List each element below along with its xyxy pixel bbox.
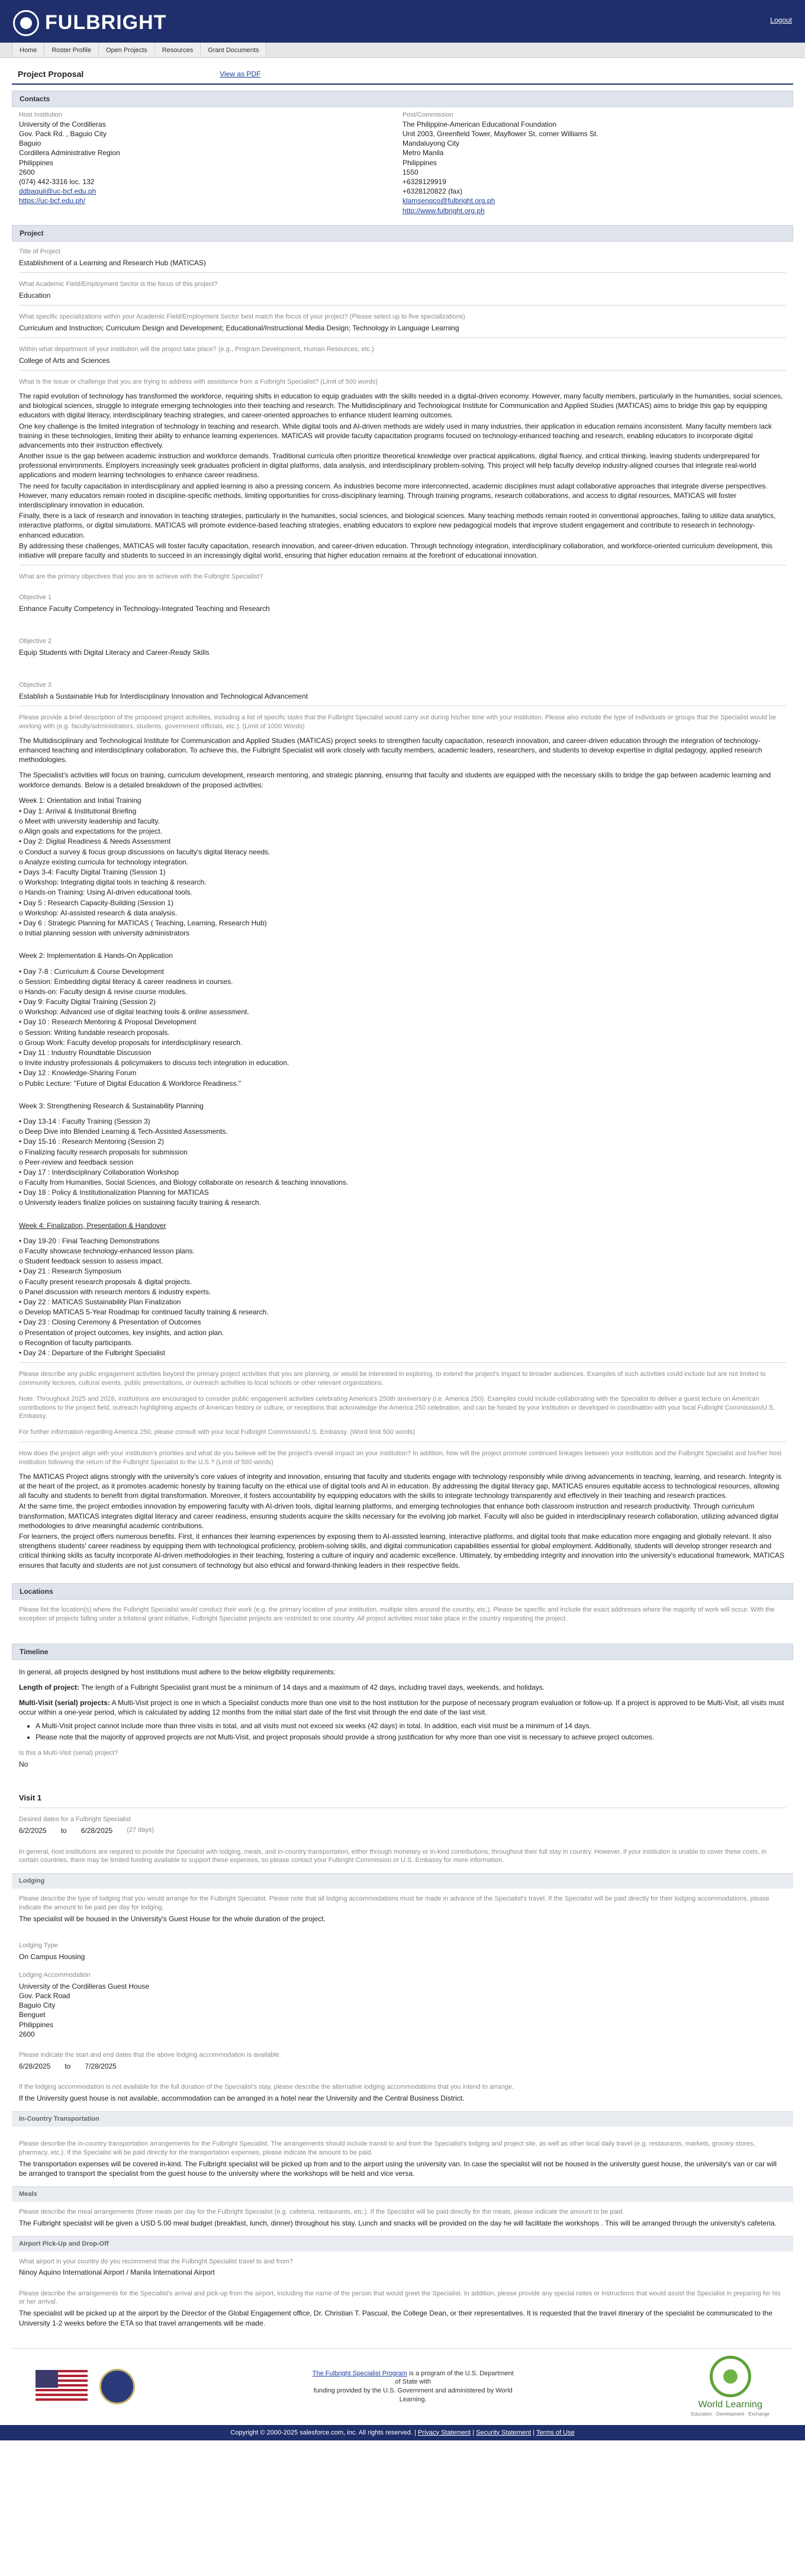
plan-line: o Presentation of project outcomes, key insights, and action plan. bbox=[19, 1328, 224, 1337]
question-label: Please describe any public engagement activities beyond the primary project activities that you are planning, or would be interested in exploring, to extend the project's impact to broader audiences. Examples of such activities could include but are not limited to community lectures, cultural events, public presentations, or outreach activities to local schools or other relevant organizations. bbox=[19, 1371, 766, 1387]
pickup-answer: The specialist will be picked up at the airport by the Director of the Global Engagement office, Dr. Christian T. Pascual, the College Dean, or their representatives. It is requested that the travel itinerary of the specialist be communicated to the University 1-2 weeks before the ETA so that travel arrangements will be made. bbox=[19, 2309, 772, 2327]
question-label: Desired dates for a Fulbright Specialist bbox=[19, 1816, 131, 1824]
visit-title: Visit 1 bbox=[19, 1793, 42, 1802]
host-line: (074) 442-3316 loc. 132 bbox=[19, 178, 95, 186]
paragraph: The Multidisciplinary and Technological Institute for Communication and Applied Studies (MATICAS) project seeks to strengthen faculty capacitation, research innovation, and career-driven education through the integration of technology-enhanced teaching and interdisciplinary collaboration. To achieve this, the Fulbright Specialist will work closely with faculty members, academic leaders, researchers, and students to develop expertise in digital pedagogy, applied research methodologies. bbox=[19, 736, 762, 764]
accommodation-line: Baguio City bbox=[19, 2001, 56, 2010]
plan-line: o Workshop: Advanced use of digital teaching tools & online assessment. bbox=[19, 1008, 249, 1017]
question-label: Within what department of your institution will the project take place? (e.g., Program Development, Human Resources, etc.) bbox=[19, 346, 374, 353]
plan-line: o Session: Writing fundable research proposals. bbox=[19, 1028, 170, 1037]
plan-line: • Day 17 : Interdisciplinary Collaboration Workshop bbox=[19, 1168, 179, 1176]
host-label: Host Institution bbox=[19, 111, 62, 119]
plan-line: • Day 7-8 : Curriculum & Course Development bbox=[19, 967, 164, 976]
lodging-section-header: Lodging bbox=[12, 1873, 793, 1889]
transport-answer: The transportation expenses will be covered in-kind. The Fulbright specialist will be picked up from and to the airport using the university van. In case the specialist will not be housed in the university guest house, the university's van or car will be arranged to transport the specialist from the guest house to the university where the workshops will be held and vice versa. bbox=[19, 2159, 777, 2178]
objective-text: Establish a Sustainable Hub for Interdisciplinary Innovation and Technological Advancement bbox=[19, 692, 308, 700]
separator: | bbox=[533, 2429, 535, 2436]
visit-end-date: 6/28/2025 bbox=[80, 1826, 113, 1835]
timeline-section-header: Timeline bbox=[12, 1644, 793, 1660]
view-pdf-link[interactable]: View as PDF bbox=[220, 70, 261, 79]
plan-line: o Workshop: Integrating digital tools in teaching & research. bbox=[19, 878, 207, 887]
america250-note: Note: Throughout 2025 and 2026, institutions are encouraged to consider public engagement activities celebrating America's 250th anniversary (i.e. America 250). Examples could include collaborating with the Specialist to deliver a guest lecture on American contributions to the project field, outreach highlighting aspects of American history or culture, or receptions that acknowledge the America 250 celebration, and can be hosted by your institution or developed in coordination with your local Fulbright Commission/U.S. Embassy. bbox=[19, 1395, 775, 1420]
plan-line: • Day 23 : Closing Ceremony & Presentation of Outcomes bbox=[19, 1318, 201, 1327]
world-learning-logo bbox=[691, 2356, 769, 2417]
page-title: Project Proposal bbox=[18, 69, 84, 79]
copyright-bar bbox=[0, 2425, 805, 2440]
multi-visit-label: Multi-Visit (serial) projects: bbox=[19, 1699, 110, 1707]
week-block bbox=[19, 1101, 786, 1208]
paragraph: The rapid evolution of technology has transformed the workforce, requiring shifts in education to equip graduates with the skills needed in a digital-driven economy. However, many faculty members, particularly in the humanities, social sciences, and biological sciences, struggle to integrate emerging technologies into their teaching and research. The Multidisciplinary and Technological Institute for Communication and Applied Studies (MATICAS) aims to bridge this gap by equipping educators with digital literacy, interdisciplinary teaching strategies, and career-oriented approaches to enhance student learning outcomes. bbox=[19, 391, 783, 420]
timeline-general: In general, all projects designed by host institutions must adhere to the below eligibility requirements: bbox=[19, 1667, 336, 1676]
paragraph: At the same time, the project embodies innovation by empowering faculty with AI-driven tools, digital learning platforms, and emerging technologies that enhance both classroom instruction and research productivity. Through curriculum transformation, MATICAS integrates digital literacy and career readiness, ensuring students acquire the skills necessary for the evolving job market. Faculty will also be guided in interdisciplinary research collaboration, utilizing advanced digital methodologies to drive meaningful academic contributions. bbox=[19, 1502, 779, 1530]
lodging-start-date: 6/28/2025 bbox=[19, 2062, 51, 2070]
plan-line: • Day 15-16 : Research Mentoring (Session 2) bbox=[19, 1137, 164, 1146]
accommodation-line: Gov. Pack Road bbox=[19, 1991, 70, 2000]
field-value: Education bbox=[19, 291, 51, 300]
copyright-text: Copyright © 2000-2025 salesforce.com, inc. All rights reserved. bbox=[230, 2429, 413, 2436]
objective-label: Objective 2 bbox=[19, 638, 52, 645]
plan-line: o Group Work: Faculty develop proposals for interdisciplinary research. bbox=[19, 1038, 243, 1047]
multi-visit-rule bbox=[19, 1698, 786, 1717]
host-website-link[interactable]: https://uc-bcf.edu.ph/ bbox=[19, 197, 86, 205]
host-line: University of the Cordilleras bbox=[19, 120, 106, 128]
week-block bbox=[19, 1221, 786, 1358]
plan-line: o Peer-review and feedback session bbox=[19, 1157, 134, 1166]
objective-text: Enhance Faculty Competency in Technology-Integrated Teaching and Research bbox=[19, 604, 270, 613]
plan-line: o Faculty from Humanities, Social Sciences, and Biology collaborate on research & teaching innovations. bbox=[19, 1178, 349, 1187]
contacts-section-header: Contacts bbox=[12, 91, 793, 107]
footer-text bbox=[313, 2369, 514, 2404]
meals-body bbox=[12, 2202, 793, 2230]
paragraph: For learners, the project offers numerous benefits. First, it enhances their learning experiences by exposing them to AI-assisted learning, interactive platforms, and digital tools that make education more engaging and globally relevant. It also strengthens students' career readiness by equipping them with technological proficiency, problem-solving skills, and digital communication capabilities essential for global employment. Additionally, students will develop stronger research and critical thinking skills as faculty incorporate AI-driven methodologies in their teaching, fostering a culture of inquiry and academic excellence. Ultimately, by embedding integrity and innovation into the university's educational framework, MATICAS ensures that faculty and students are not just consumers of technology but also ethical and forward-thinking leaders in their respective fields. bbox=[19, 1532, 785, 1570]
plan-line: o Analyze existing curricula for technology integration. bbox=[19, 857, 189, 866]
timeline-body bbox=[12, 1660, 793, 1771]
footer-text-line: is a program of the U.S. Department of State with bbox=[395, 2369, 514, 2386]
length-rule bbox=[19, 1683, 786, 1692]
transport-section-header: In-Country Transportation bbox=[12, 2111, 793, 2127]
question-label: Please provide a brief description of the proposed project activities, including a list of specific tasks that the Fulbright Specialist would carry out during his/her time with your institution. Please also include the type of individuals or groups that the Specialist would be working with (e.g. faculty/administrators, students, government officials, etc.). (Limit of 1000 Words) bbox=[19, 714, 777, 730]
plan-line: • Day 12 : Knowledge-Sharing Forum bbox=[19, 1069, 137, 1078]
airport-section-header: Airport Pick-Up and Drop-Off bbox=[12, 2236, 793, 2252]
question-label: What airport in your country do you recommend that the Fulbright Specialist travel to and from? bbox=[19, 2257, 293, 2265]
plan-line: • Day 13-14 : Faculty Training (Session 3) bbox=[19, 1117, 150, 1125]
visit-block bbox=[12, 1789, 793, 1867]
alt-lodging-answer: If the University guest house is not available, accommodation can be arranged in a hotel near the University and the Central Business District. bbox=[19, 2093, 465, 2102]
multi-visit-list bbox=[36, 1721, 786, 1742]
plan-line: • Days 3-4: Faculty Digital Training (Session 1) bbox=[19, 868, 166, 877]
divider bbox=[19, 370, 786, 371]
plan-line: • Day 21 : Research Symposium bbox=[19, 1267, 121, 1276]
plan-line: o Faculty showcase technology-enhanced lesson plans. bbox=[19, 1247, 195, 1256]
lodging-dates bbox=[19, 2062, 786, 2071]
project-section-header: Project bbox=[12, 225, 793, 242]
locations-body bbox=[12, 1600, 793, 1626]
us-flag-icon bbox=[36, 2370, 88, 2403]
plan-line: o Conduct a survey & focus group discussions on faculty's digital literacy needs. bbox=[19, 847, 271, 856]
divider bbox=[19, 272, 786, 273]
plan-line: o Deep Dive into Blended Learning & Tech-Assisted Assessments. bbox=[19, 1127, 228, 1136]
post-email-link[interactable]: klamsengco@fulbright.org.ph bbox=[402, 197, 495, 205]
host-institution bbox=[19, 111, 402, 216]
host-line: Philippines bbox=[19, 158, 54, 167]
privacy-statement-link[interactable]: Privacy Statement bbox=[417, 2429, 471, 2436]
footer bbox=[12, 2348, 793, 2425]
project-title-value: Establishment of a Learning and Research Hub (MATICAS) bbox=[19, 258, 206, 267]
activities-answer bbox=[19, 736, 786, 1358]
plan-line: o Meet with university leadership and faculty. bbox=[19, 817, 160, 826]
site-header bbox=[0, 0, 805, 43]
logo-text: FULBRIGHT bbox=[45, 11, 167, 34]
paragraph: The need for faculty capacitation in interdisciplinary and applied learning is also a pressing concern. As industries become more interconnected, academic disciplines must adapt collaborative approaches that integrate diverse perspectives. However, many educators remain rooted in discipline-specific methods, limiting opportunities for cross-disciplinary learning. Through training programs, research collaborations, and access to digital resources, MATICAS will foster interdisciplinary innovation in education. bbox=[19, 481, 768, 510]
plan-line: • Day 19-20 : Final Teaching Demonstrations bbox=[19, 1236, 160, 1245]
plan-line: o Panel discussion with research mentors & industry experts. bbox=[19, 1287, 211, 1296]
to-label: to bbox=[60, 1826, 67, 1835]
paragraph: The Specialist's activities will focus on training, curriculum development, research mentoring, and strategic planning, ensuring that faculty and students are equipped with the necessary skills to bridge the gap between academic learning and workforce demands. Below is a detailed breakdown of the proposed activities: bbox=[19, 771, 771, 789]
list-item: • Please note that the majority of approved projects are not Multi-Visit, and project proposals should provide a strong justification for why more than one visit is necessary to achieve project outcomes. bbox=[36, 1732, 786, 1742]
plan-line: o Initial planning session with university administrators bbox=[19, 929, 190, 938]
tab-roster-profile[interactable]: Roster Profile bbox=[44, 43, 99, 57]
plan-line: • Day 10 : Research Mentoring & Proposal Development bbox=[19, 1018, 197, 1027]
visit-dates bbox=[19, 1826, 786, 1835]
tab-open-projects[interactable]: Open Projects bbox=[99, 43, 155, 57]
paragraph: By addressing these challenges, MATICAS will foster faculty capacitation, research innovation, and career-driven education. Through technology integration, interdisciplinary collaboration, and workforce-oriented curriculum development, this initiative will prepare faculty and students to succeed in an increasingly digital world, ensuring that higher education remains at the forefront of educational innovation. bbox=[19, 541, 772, 559]
question-label: Title of Project bbox=[19, 247, 60, 255]
multi-visit-text: A Multi-Visit project is one in which a Specialist conducts more than one visit to the host institution for the purpose of necessary program evaluation or follow-up. If a project is approved to be Multi-Visit, all visits must occur within a one-year period, which is calculated by adding 12 months from the initial start date of the first visit through the end date of the last visit. bbox=[19, 1699, 784, 1717]
separator: | bbox=[472, 2429, 475, 2436]
airport-body bbox=[12, 2252, 793, 2330]
post-line: Metro Manila bbox=[402, 149, 444, 157]
plan-line: o Hands-on Training: Using AI-driven educational tools. bbox=[19, 888, 192, 897]
post-line: +6328120822 (fax) bbox=[402, 187, 463, 196]
plan-line: o Session: Embedding digital literacy & career readiness in courses. bbox=[19, 977, 233, 986]
paragraph: The MATICAS Project aligns strongly with the university's core values of integrity and innovation, ensuring that faculty and students engage with technology responsibly while driving advancements in teaching, learning, and research. Integrity is at the heart of the project, as it promotes academic honesty by training faculty on the ethical use of digital tools and AI in education. By addressing the digital literacy gap, MATICAS ensures equitable access to technological resources, allowing all faculty and students to benefit from digital transformation. Moreover, it fosters accountability by equipping educators with the skills to integrate technology transparently and effectively in their teaching and research practices. bbox=[19, 1472, 782, 1500]
state-department-seal-icon bbox=[99, 2369, 135, 2404]
plan-line: • Day 22 : MATICAS Sustainability Plan Finalization bbox=[19, 1297, 181, 1306]
post-website-link[interactable]: http://www.fulbright.org.ph bbox=[402, 206, 485, 215]
main-nav bbox=[0, 43, 805, 58]
question-label: Lodging Type bbox=[19, 1941, 58, 1949]
objective-label: Objective 1 bbox=[19, 593, 52, 601]
plan-line: • Day 24 : Departure of the Fulbright Specialist bbox=[19, 1348, 165, 1357]
host-line: 2600 bbox=[19, 168, 35, 176]
week-title: Week 4: Finalization, Presentation & Handover bbox=[19, 1221, 166, 1230]
paragraph: Finally, there is a lack of research and innovation in teaching strategies, particularly in the humanities, social sciences, and biological sciences. Many teaching methods remain rooted in conventional approaches, failing to utilize data analytics, interactive platforms, or digital simulations. MATICAS will promote evidence-based teaching strategies, enabling educators to explore new pedagogical models that improve student engagement and contribute to research in technology-enhanced education. bbox=[19, 512, 776, 539]
question-label: Please describe the meal arrangements (three meals per day for the Fulbright Specialist (e.g. cafeteria, restaurants, etc.). If the Specialist will be paid directly for the meals, please indicate the amount to be paid. bbox=[19, 2208, 624, 2215]
airport-answer: Ninoy Aquino International Airport / Manila International Airport bbox=[19, 2268, 215, 2277]
question-label: Please describe the type of lodging that you would arrange for the Fulbright Specialist. Please note that all lodging accommodations must be made in advance of the Specialist's travel. If the Specialist will be paid directly for their lodging accommodations, please indicate the amount to be paid per day for lodging. bbox=[19, 1895, 769, 1911]
post-line: Unit 2003, Greenfield Tower, Mayflower St. corner Williams St. bbox=[402, 130, 598, 139]
host-line: Baguio bbox=[19, 139, 41, 148]
host-line: Cordillera Administrative Region bbox=[19, 149, 120, 157]
meals-answer: The Fulbright specialist will be given a USD 5.00 meal budget (breakfast, lunch, dinner) throughout his stay. Lunch and snacks will be provided on the day he will facilitate the workshops . This will be arranged through the university's cafeteria. bbox=[19, 2218, 777, 2227]
objective-text: Equip Students with Digital Literacy and Career-Ready Skills bbox=[19, 648, 210, 657]
plan-line: o Public Lecture: "Future of Digital Education & Workforce Readiness." bbox=[19, 1079, 242, 1088]
lodging-end-date: 7/28/2025 bbox=[85, 2062, 117, 2070]
plan-line: o University leaders finalize policies on sustaining faculty training & research. bbox=[19, 1198, 261, 1207]
question-label: What is the issue or challenge that you are trying to address with assistance from a Fulbright Specialist? (Limit of 500 words) bbox=[19, 378, 378, 386]
visit-start-date: 6/2/2025 bbox=[19, 1826, 47, 1835]
week-block bbox=[19, 796, 786, 938]
world-learning-tagline: Education · Development · Exchange bbox=[691, 2411, 769, 2417]
america250-info: For further information regarding America 250, please consult with your local Fulbright Commission/U.S. Embassy. (Word limit 500 words) bbox=[19, 1429, 416, 1436]
locations-section-header: Locations bbox=[12, 1583, 793, 1600]
title-bar bbox=[12, 64, 793, 85]
question-label: If the lodging accommodation is not available for the full duration of the Specialist's stay, please describe the alternative lodging accommodations that you intend to arrange. bbox=[19, 2083, 514, 2091]
divider bbox=[19, 337, 786, 338]
lodging-answer: The specialist will be housed in the University's Guest House for the whole duration of the project. bbox=[19, 1914, 326, 1923]
contacts-block bbox=[12, 107, 793, 219]
tab-resources[interactable]: Resources bbox=[155, 43, 201, 57]
plan-line: o Recognition of faculty participants. bbox=[19, 1338, 133, 1347]
post-line: 1550 bbox=[402, 168, 418, 176]
post-line: Philippines bbox=[402, 158, 437, 167]
to-label: to bbox=[65, 2062, 71, 2070]
footer-logos bbox=[36, 2369, 135, 2404]
plan-line: o Hands-on: Faculty design & revise course modules. bbox=[19, 987, 188, 996]
objective-label: Objective 3 bbox=[19, 681, 52, 689]
length-label: Length of project: bbox=[19, 1683, 79, 1691]
accommodation-line: Philippines bbox=[19, 2020, 54, 2029]
serial-value: No bbox=[19, 1760, 28, 1768]
plan-line: o Align goals and expectations for the project. bbox=[19, 827, 163, 836]
separator: | bbox=[414, 2429, 416, 2436]
question-label: Please list the location(s) where the Fulbright Specialist would conduct their work (e.g. the primary location of your institution, multiple sites around the country, etc.). Please be specific and include the exact addresses where the majority of work will occur. With the exception of projects falling under a trilateral grant initiative, Fulbright Specialist projects are restricted to one country. All project activities must take place in the country requesting the project. bbox=[19, 1606, 775, 1622]
plan-line: • Day 9: Faculty Digital Training (Session 2) bbox=[19, 998, 156, 1006]
department-value: College of Arts and Sciences bbox=[19, 356, 110, 365]
world-learning-name: World Learning bbox=[698, 2400, 762, 2410]
plan-line: • Day 5 : Research Capacity-Building (Session 1) bbox=[19, 898, 173, 907]
benefit-answer bbox=[19, 1472, 786, 1570]
question-label: Please describe the arrangements for the Specialist's arrival and pick-up from the airport, including the name of the person that would greet the Specialist. In addition, please provide any special notes or instructions that would assist the Specialist in preparing for his or her arrival. bbox=[19, 2289, 781, 2306]
post-line: Mandaluyong City bbox=[402, 139, 460, 148]
meals-section-header: Meals bbox=[12, 2186, 793, 2202]
paragraph: Another issue is the gap between academic instruction and workforce demands. Traditional curricula often prioritize theoretical knowledge over practical applications, digital fluency, and critical thinking, leaving students underprepared for professional environments. Employers increasingly seek graduates proficient in digital platforms, data analysis, and interdisciplinary problem-solving. This project will help faculty develop industry-aligned courses that integrate real-world applications and modern learning technologies to enhance career readiness. bbox=[19, 452, 760, 480]
divider bbox=[19, 1362, 786, 1363]
week-title: Week 3: Strengthening Research & Sustainability Planning bbox=[19, 1101, 204, 1110]
fulbright-logo[interactable] bbox=[13, 9, 166, 37]
plan-line: • Day 2: Digital Readiness & Needs Assessment bbox=[19, 837, 171, 846]
question-label: Please indicate the start and end dates that the above lodging accommodation is available. bbox=[19, 2051, 281, 2059]
plan-line: • Day 11 : Industry Roundtable Discussion bbox=[19, 1049, 152, 1057]
issue-answer bbox=[19, 391, 786, 560]
plan-line: • Day 6 : Strategic Planning for MATICAS ( Teaching, Learning, Research Hub) bbox=[19, 918, 267, 927]
plan-line: o Invite industry professionals & policymakers to discuss tech integration in education. bbox=[19, 1059, 289, 1067]
tab-home[interactable]: Home bbox=[12, 43, 44, 57]
specializations-value: Curriculum and Instruction; Curriculum Design and Development; Educational/Instructional Media Design; Technology in Language Learning bbox=[19, 323, 459, 332]
terms-of-use-link[interactable]: Terms of Use bbox=[536, 2429, 575, 2436]
question-label: Please describe the in-country transportation arrangements for the Fulbright Specialist. The arrangements should include transit to and from the Specialist's lodging and project site, as well as other local daily travel (e.g. restaurants, markets, grocery stores, pharmacy, etc.). If the Specialist will be paid directly for the transportation expenses, please indicate the amount to be paid. bbox=[19, 2140, 755, 2156]
plan-line: o Faculty present research proposals & digital projects. bbox=[19, 1277, 192, 1286]
question-label: Is this a Multi-Visit (serial) project? bbox=[19, 1749, 118, 1757]
logout-link[interactable]: Logout bbox=[770, 16, 792, 24]
question-label: What specific specializations within your Academic Field/Employment Sector best match the focus of your project? (Please select up to five specializations) bbox=[19, 313, 465, 321]
question-label: What Academic Field/Employment Sector is the focus of this project? bbox=[19, 281, 218, 288]
cost-note: In general, host institutions are required to provide the Specialist with lodging, meals, and in-country transportation, either through monetary or in-kind contributions, throughout their full stay in country. However, if your institution is unable to cover these costs, in certain countries, there may be limited funding available to support these expenses, so please contact your Fulbright Commission or U.S. Embassy for more information. bbox=[19, 1848, 767, 1864]
footer-text-line: funding provided by the U.S. Government and administered by World Learning. bbox=[313, 2387, 513, 2404]
plan-line: o Workshop: AI-assisted research & data analysis. bbox=[19, 908, 178, 917]
post-label: Post/Commission bbox=[402, 111, 453, 119]
list-item: • A Multi-Visit project cannot include more than three visits in total, and all visits must not exceed six weeks (42 days) in total. In addition, each visit must be a minimum of 14 days. bbox=[36, 1721, 786, 1731]
plan-line: • Day 18 : Policy & Institutionalization Planning for MATICAS bbox=[19, 1188, 209, 1197]
accommodation-line: University of the Cordilleras Guest House bbox=[19, 1982, 150, 1990]
accommodation-line: Benguet bbox=[19, 2011, 46, 2019]
length-text: The length of a Fulbright Specialist grant must be a minimum of 14 days and a maximum of 42 days, including travel days, weekends, and holidays. bbox=[81, 1683, 545, 1691]
plan-line: • Day 1: Arrival & Institutional Briefing bbox=[19, 806, 137, 815]
lodging-body bbox=[12, 1889, 793, 2105]
fulbright-logo-icon bbox=[13, 10, 39, 36]
security-statement-link[interactable]: Security Statement bbox=[476, 2429, 532, 2436]
week-block bbox=[19, 951, 786, 1088]
plan-line: o Finalizing faculty research proposals for submission bbox=[19, 1147, 188, 1156]
question-label: How does the project align with your institution's priorities and what do you believe will be the project's overall impact on your institution? In addition, how will the project promote continued linkages between your institution and the Fulbright Specialist and his/her host institution following the return of the Fulbright Specialist to the U.S.? (Limit of 500 words) bbox=[19, 1450, 782, 1466]
visit-duration: (27 days) bbox=[127, 1826, 154, 1834]
world-learning-icon bbox=[710, 2356, 751, 2397]
host-line: Gov. Pack Rd. , Baguio City bbox=[19, 130, 107, 139]
post-commission bbox=[402, 111, 786, 216]
plan-line: o Develop MATICAS 5-Year Roadmap for continued faculty training & research. bbox=[19, 1308, 269, 1317]
project-body bbox=[12, 242, 793, 1574]
lodging-type-value: On Campus Housing bbox=[19, 1952, 85, 1961]
fulbright-specialist-program-link[interactable]: The Fulbright Specialist Program bbox=[312, 2369, 407, 2377]
tab-grant-documents[interactable]: Grant Documents bbox=[201, 43, 266, 57]
question-label: Lodging Accommodation bbox=[19, 1971, 91, 1979]
week-title: Week 2: Implementation & Hands-On Application bbox=[19, 951, 173, 960]
host-email-link[interactable]: ddbaquil@uc-bcf.edu.ph bbox=[19, 187, 96, 196]
paragraph: One key challenge is the limited integration of technology in teaching and research. While digital tools and AI-driven methods are widely used in many industries, their application in education remains inconsistent. Many faculty members lack training in these technologies, limiting their ability to enhance learning experiences. MATICAS will provide faculty capacitation programs focused on technology-enhanced teaching and research, enabling educators to incorporate digital advancements into their instruction effectively. bbox=[19, 422, 772, 449]
plan-line: o Student feedback session to assess impact. bbox=[19, 1257, 163, 1266]
accommodation-line: 2600 bbox=[19, 2030, 35, 2038]
transport-body bbox=[12, 2127, 793, 2181]
post-line: +6328129919 bbox=[402, 178, 446, 186]
question-label: What are the primary objectives that you are to achieve with the Fulbright Specialist? bbox=[19, 573, 263, 581]
week-title: Week 1: Orientation and Initial Training bbox=[19, 796, 141, 805]
post-line: The Philippine-American Educational Foundation bbox=[402, 120, 557, 128]
